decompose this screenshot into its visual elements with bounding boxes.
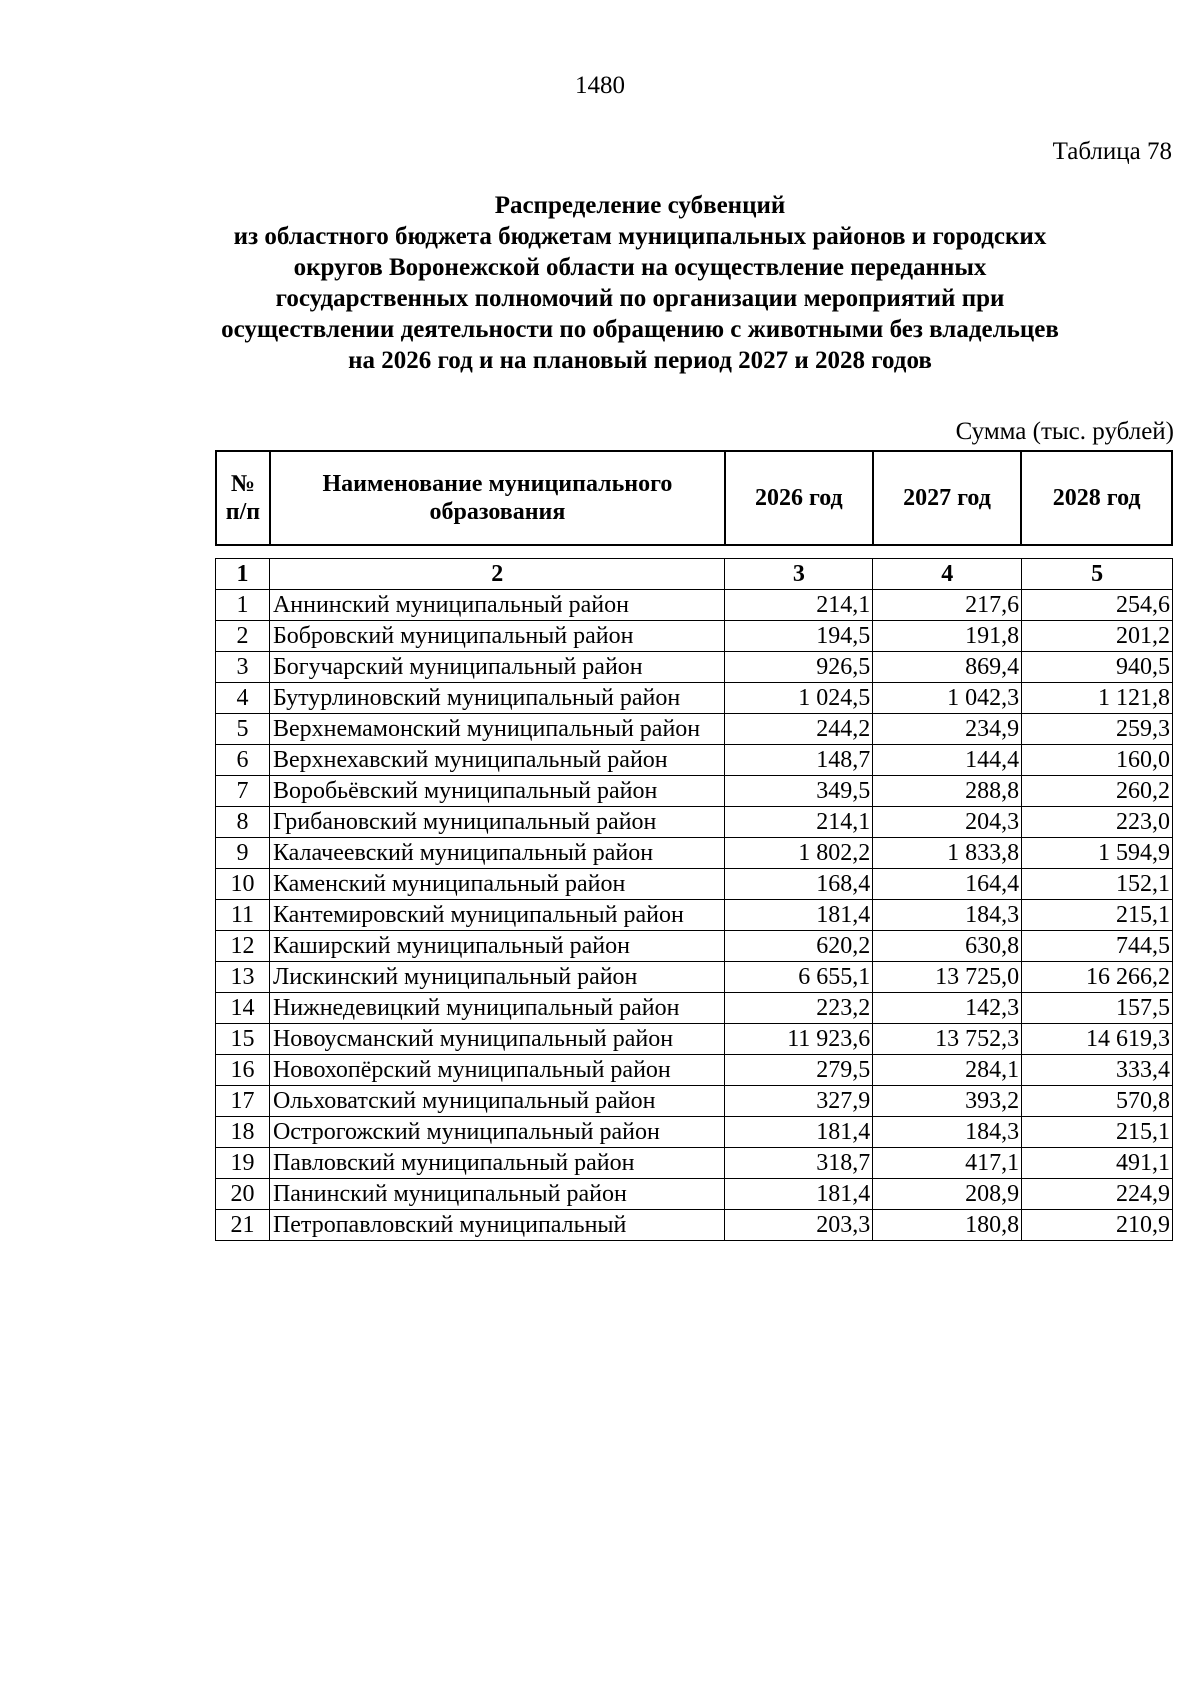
value-2026: 6 655,1 — [725, 962, 873, 993]
value-2027: 1 042,3 — [873, 683, 1022, 714]
value-2026: 318,7 — [725, 1148, 873, 1179]
value-2027: 204,3 — [873, 807, 1022, 838]
data-table — [215, 558, 1173, 1241]
row-number: 19 — [216, 1148, 270, 1179]
value-2027: 869,4 — [873, 652, 1022, 683]
title-line: из областного бюджета бюджетам муниципальных районов и городских — [233, 223, 1047, 250]
municipality-name: Богучарский муниципальный район — [269, 652, 725, 683]
column-number: 1 — [216, 559, 270, 590]
value-2027: 1 833,8 — [873, 838, 1022, 869]
municipality-name: Бобровский муниципальный район — [269, 621, 725, 652]
table-row — [216, 1210, 1173, 1241]
row-number: 9 — [216, 838, 270, 869]
table-row — [216, 962, 1173, 993]
municipality-name: Лискинский муниципальный район — [269, 962, 725, 993]
column-number: 3 — [725, 559, 873, 590]
header-name-line2: образования — [429, 499, 566, 525]
value-2026: 620,2 — [725, 931, 873, 962]
municipality-name: Панинский муниципальный район — [269, 1179, 725, 1210]
municipality-name: Воробьёвский муниципальный район — [269, 776, 725, 807]
value-2027: 184,3 — [873, 1117, 1022, 1148]
value-2026: 244,2 — [725, 714, 873, 745]
table-row — [216, 869, 1173, 900]
row-number: 3 — [216, 652, 270, 683]
units-note: Сумма (тыс. рублей) — [955, 418, 1174, 445]
table-row — [216, 1179, 1173, 1210]
row-number: 20 — [216, 1179, 270, 1210]
municipality-name: Верхнехавский муниципальный район — [269, 745, 725, 776]
value-2028: 215,1 — [1022, 1117, 1173, 1148]
header-number-line2: п/п — [225, 499, 261, 525]
value-2028: 1 594,9 — [1022, 838, 1173, 869]
value-2026: 181,4 — [725, 900, 873, 931]
column-number: 4 — [873, 559, 1022, 590]
table-row — [216, 807, 1173, 838]
table-label: Таблица 78 — [1052, 138, 1172, 165]
value-2028: 157,5 — [1022, 993, 1173, 1024]
value-2027: 184,3 — [873, 900, 1022, 931]
value-2027: 288,8 — [873, 776, 1022, 807]
table-row — [216, 1024, 1173, 1055]
table-row — [216, 838, 1173, 869]
value-2028: 259,3 — [1022, 714, 1173, 745]
municipality-name: Острогожский муниципальный район — [269, 1117, 725, 1148]
table-row — [216, 590, 1173, 621]
municipality-name: Каменский муниципальный район — [269, 869, 725, 900]
value-2027: 208,9 — [873, 1179, 1022, 1210]
title-line: Распределение субвенций — [494, 192, 786, 219]
table-row — [216, 745, 1173, 776]
table-row — [216, 1055, 1173, 1086]
title-line: округов Воронежской области на осуществление переданных — [293, 254, 987, 281]
table-row — [216, 621, 1173, 652]
value-2028: 224,9 — [1022, 1179, 1173, 1210]
value-2026: 214,1 — [725, 807, 873, 838]
value-2027: 164,4 — [873, 869, 1022, 900]
value-2028: 940,5 — [1022, 652, 1173, 683]
value-2028: 491,1 — [1022, 1148, 1173, 1179]
column-numbers-row — [216, 559, 1173, 590]
table-row — [216, 900, 1173, 931]
value-2028: 744,5 — [1022, 931, 1173, 962]
table-row — [216, 931, 1173, 962]
value-2028: 14 619,3 — [1022, 1024, 1173, 1055]
row-number: 16 — [216, 1055, 270, 1086]
row-number: 14 — [216, 993, 270, 1024]
value-2028: 570,8 — [1022, 1086, 1173, 1117]
header-name — [270, 451, 725, 545]
value-2028: 210,9 — [1022, 1210, 1173, 1241]
value-2026: 168,4 — [725, 869, 873, 900]
value-2027: 630,8 — [873, 931, 1022, 962]
value-2027: 191,8 — [873, 621, 1022, 652]
value-2027: 217,6 — [873, 590, 1022, 621]
value-2026: 194,5 — [725, 621, 873, 652]
row-number: 4 — [216, 683, 270, 714]
value-2028: 223,0 — [1022, 807, 1173, 838]
value-2026: 1 024,5 — [725, 683, 873, 714]
municipality-name: Каширский муниципальный район — [269, 931, 725, 962]
value-2026: 223,2 — [725, 993, 873, 1024]
municipality-name: Аннинский муниципальный район — [269, 590, 725, 621]
row-number: 6 — [216, 745, 270, 776]
value-2027: 13 752,3 — [873, 1024, 1022, 1055]
value-2028: 160,0 — [1022, 745, 1173, 776]
header-2028: 2028 год — [1021, 451, 1172, 545]
value-2027: 234,9 — [873, 714, 1022, 745]
value-2026: 148,7 — [725, 745, 873, 776]
value-2028: 333,4 — [1022, 1055, 1173, 1086]
value-2027: 417,1 — [873, 1148, 1022, 1179]
value-2026: 11 923,6 — [725, 1024, 873, 1055]
municipality-name: Ольховатский муниципальный район — [269, 1086, 725, 1117]
value-2026: 214,1 — [725, 590, 873, 621]
table-header — [215, 450, 1173, 546]
title-line: осуществлении деятельности по обращению с животными без владельцев — [221, 316, 1059, 343]
value-2028: 215,1 — [1022, 900, 1173, 931]
value-2028: 152,1 — [1022, 869, 1173, 900]
value-2026: 203,3 — [725, 1210, 873, 1241]
row-number: 1 — [216, 590, 270, 621]
value-2027: 180,8 — [873, 1210, 1022, 1241]
table-row — [216, 683, 1173, 714]
municipality-name: Верхнемамонский муниципальный район — [269, 714, 725, 745]
municipality-name: Грибановский муниципальный район — [269, 807, 725, 838]
row-number: 7 — [216, 776, 270, 807]
value-2026: 181,4 — [725, 1117, 873, 1148]
title-line: на 2026 год и на плановый период 2027 и 2028 годов — [348, 347, 932, 374]
row-number: 21 — [216, 1210, 270, 1241]
header-number-line1: № — [230, 471, 256, 497]
municipality-name: Калачеевский муниципальный район — [269, 838, 725, 869]
value-2026: 181,4 — [725, 1179, 873, 1210]
municipality-name: Нижнедевицкий муниципальный район — [269, 993, 725, 1024]
row-number: 18 — [216, 1117, 270, 1148]
row-number: 8 — [216, 807, 270, 838]
table-row — [216, 776, 1173, 807]
page-number: 1480 — [575, 72, 625, 99]
row-number: 15 — [216, 1024, 270, 1055]
municipality-name: Новохопёрский муниципальный район — [269, 1055, 725, 1086]
value-2028: 1 121,8 — [1022, 683, 1173, 714]
header-name-line1: Наименование муниципального — [322, 471, 673, 497]
value-2028: 201,2 — [1022, 621, 1173, 652]
table-row — [216, 993, 1173, 1024]
row-number: 5 — [216, 714, 270, 745]
header-2026: 2026 год — [725, 451, 873, 545]
municipality-name: Петропавловский муниципальный — [269, 1210, 725, 1241]
municipality-name: Кантемировский муниципальный район — [269, 900, 725, 931]
value-2026: 1 802,2 — [725, 838, 873, 869]
header-number — [216, 451, 270, 545]
row-number: 13 — [216, 962, 270, 993]
value-2028: 16 266,2 — [1022, 962, 1173, 993]
header-2027: 2027 год — [873, 451, 1022, 545]
municipality-name: Новоусманский муниципальный район — [269, 1024, 725, 1055]
value-2027: 284,1 — [873, 1055, 1022, 1086]
value-2026: 327,9 — [725, 1086, 873, 1117]
table-row — [216, 714, 1173, 745]
column-number: 2 — [269, 559, 725, 590]
row-number: 10 — [216, 869, 270, 900]
title-line: государственных полномочий по организации мероприятий при — [275, 285, 1005, 312]
value-2026: 926,5 — [725, 652, 873, 683]
row-number: 17 — [216, 1086, 270, 1117]
value-2027: 144,4 — [873, 745, 1022, 776]
value-2028: 254,6 — [1022, 590, 1173, 621]
value-2027: 13 725,0 — [873, 962, 1022, 993]
value-2027: 393,2 — [873, 1086, 1022, 1117]
table-row — [216, 652, 1173, 683]
row-number: 12 — [216, 931, 270, 962]
value-2027: 142,3 — [873, 993, 1022, 1024]
table-title — [200, 190, 1080, 376]
row-number: 2 — [216, 621, 270, 652]
municipality-name: Павловский муниципальный район — [269, 1148, 725, 1179]
table-row — [216, 1148, 1173, 1179]
column-number: 5 — [1022, 559, 1173, 590]
row-number: 11 — [216, 900, 270, 931]
table-row — [216, 1086, 1173, 1117]
value-2026: 279,5 — [725, 1055, 873, 1086]
value-2028: 260,2 — [1022, 776, 1173, 807]
table-row — [216, 1117, 1173, 1148]
municipality-name: Бутурлиновский муниципальный район — [269, 683, 725, 714]
value-2026: 349,5 — [725, 776, 873, 807]
